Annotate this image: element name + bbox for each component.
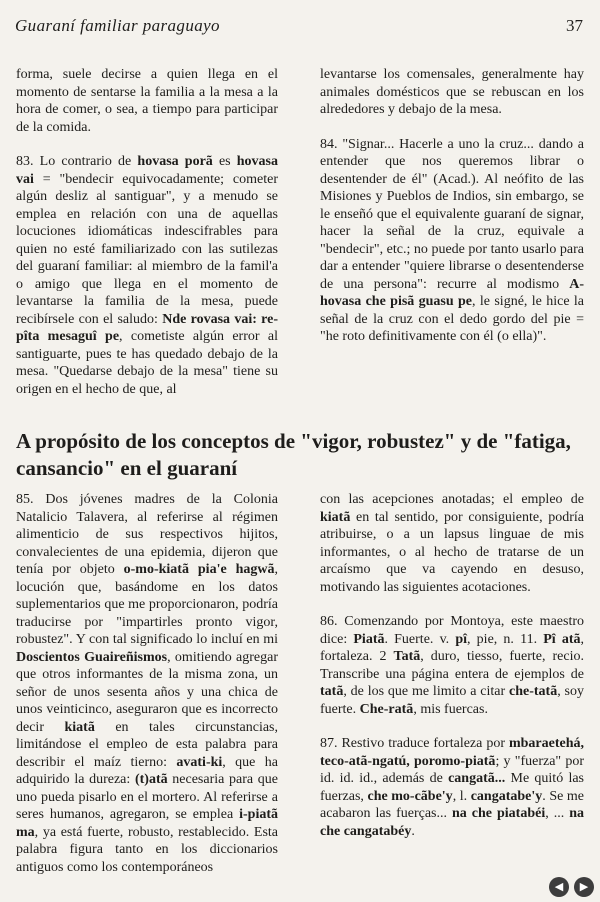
column-bottom-right [320, 491, 584, 840]
next-page-icon[interactable]: ▶ [574, 877, 594, 897]
page-number: 37 [566, 16, 583, 35]
paragraph-87: 87. Restivo traduce fortaleza por mbaraetehá, teco-atã-ngatú, poromo-piatã; y "fuerza" por id. id. id., además de cangatã... Me quitó las fuerzas, che mo-cãbe'y, l. cangatabe'y. Se me acabaron las fuerças... na che piatabéi, ... na che cangatabéy. [320, 736, 585, 839]
running-head: Guaraní familiar paraguayo [15, 16, 220, 35]
paragraph-83: 83. Lo contrario de hovasa porã es hovasa vai = "bendecir equivocadamente; cometer algún desliz al santiguar", y a menudo se emplea en relación con una de aquellas locuciones idiomáticas indescifrables para quien no esté familiarizado con las sutilezas del guaraní familiar: al miembro de la famil'a o amigo que llega en el momento de levantarse la familia de la mesa, puede recibírsele con el saludo: Nde rovasa vai: re-pîta mesaguî pe, cometiste algún error al santiguarte, pues te has quedado debajo de la mesa. "Quedarse debajo de la mesa" tiene su origen en el hecho de que, al [16, 154, 278, 397]
paragraph-continued: levantarse los comensales, generalmente hay animales domésticos que se rebuscan en los alrededores y debajo de la mesa. [320, 67, 584, 117]
column-top-right [320, 66, 584, 346]
paragraph-86: 86. Comenzando por Montoya, este maestro dice: Piatã. Fuerte. v. pî, pie, n. 11. Pî atã, fortaleza. 2 Tatã, duro, tiesso, fuerte, recio. Transcribe una página entera de ejemplos de tatã, de los que me limito a citar che-tatã, soy fuerte. Che-ratã, mis fuercas. [320, 614, 584, 717]
paragraph-85: 85. Dos jóvenes madres de la Colonia Natalicio Talavera, al referirse al régimen alimenticio de sus respectivos hijitos, convalecientes de una epidemia, dijeron que tenía por objeto o-mo-kiatã pia'e hagwã, locución que, basándome en los datos suplementarios que me proporcionaron, podría traducirse por "impartirles pronto vigor, robustez". Y con tal significado lo incluí en mi Doscientos Guaireñismos, omitiendo agregar que otros informantes de la misma zona, un señor de unos sesenta años y una chica de unos veinticinco, aseguraron que es incorrecto decir kiatã en tales circunstancias, limitándose el empleo de esta palabra para describir el maíz tierno: avati-ki, que ha adquirido la dureza: (t)atã necesaria para que uno pueda pisarlo en el mortero. Al referirse a seres humanos, agregaron, se emplea i-piatã ma, ya está fuerte, robusto, restablecido. Esta palabra figura tanto en los diccionarios antiguos como los contemporáneos [16, 492, 279, 875]
paragraph-continued: forma, suele decirse a quien llega en el momento de sentarse la familia a la mesa a la hora de comer, o sea, a tiempo para participar de la comida. [16, 67, 278, 135]
prev-page-icon[interactable]: ◀ [549, 877, 569, 897]
paragraph-84: 84. "Signar... Hacerle a uno la cruz... dando a entender que nos queremos librar o desentender de él" (Acad.). Al neófito de las Misiones y Pueblos de Indios, sin embargo, se le enseñó que el equivalente guaraní de signar, hacer la señal de la cruz, equivale a "bendecir", etc.; no puede por tanto usarlo para dar a entender "quiere librarse o desentenderse de una persona": recurre al modismo A-hovasa che pisã guasu pe, le signé, le hice la señal de la cruz con el dedo gordo del pie = "he roto definitivamente con él (o ella)". [320, 136, 584, 344]
section-heading: A propósito de los conceptos de "vigor, robustez" y de "fatiga, cansancio" en el guaraní [16, 429, 571, 480]
paragraph-continued: con las acepciones anotadas; el empleo de kiatã en tal sentido, por consiguiente, podría atribuirse, o a un lapsus linguae de mis informantes, o al hecho de tratarse de un arcaísmo que va cayendo en desuso, motivando las siguientes acotaciones. [320, 492, 584, 595]
column-top-left [16, 66, 278, 398]
column-bottom-left [16, 491, 278, 876]
